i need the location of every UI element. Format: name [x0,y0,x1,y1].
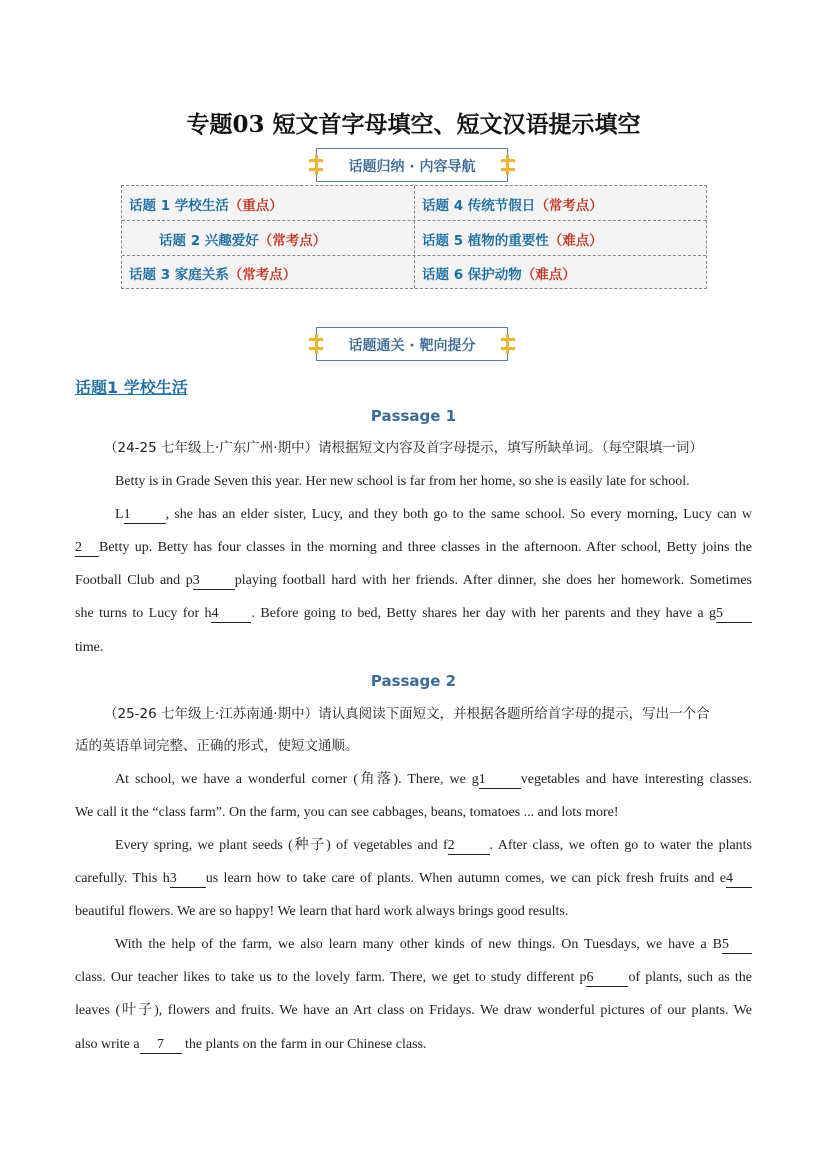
passage-2-line: With the help of the farm, we also learn many other kinds of new things. On Tuesdays, we have a B5 [115,935,752,955]
passage-1-line: Betty is in Grade Seven this year. Her new school is far from her home, so she is easily late for school. [115,474,690,489]
banner-label: 话题通关 · 靶向提分 [348,338,476,354]
passage-2-line: Every spring, we plant seeds (种子) of vegetables and f2 . After class, we often go to water the plants [115,838,753,853]
passage-1-instruction: （24-25 七年级上·广东广州·期中）请根据短文内容及首字母提示，填写所缺单词。（每空限填一词） [104,440,703,456]
passage-2-line: class. Our teacher likes to take us to the lovely farm. There, we get to study different p6 of plants, such as the [75,970,753,985]
practice-banner [316,327,508,361]
passage-2-title: Passage 2 [370,672,457,690]
page-title: 专题03 短文首字母填空、短文汉语提示填空 [186,111,641,138]
answer-blank[interactable]: 2 [75,539,99,557]
answer-blank[interactable]: 7 [140,1036,182,1054]
topic-item[interactable]: 话题 6 保护动物（难点） [422,267,576,283]
topic-table [121,185,707,289]
passage-1-title: Passage 1 [370,407,457,425]
passage-1-line: 2 Betty up. Betty has four classes in the morning and three classes in the afternoon. After school, Betty joins the [75,540,752,555]
passage-2-line: carefully. This h3 us learn how to take care of plants. When autumn comes, we can pick fresh fruits and e4 [75,869,752,889]
answer-blank[interactable]: 4 [211,605,251,623]
passage-2-line: We call it the “class farm”. On the farm, you can see cabbages, beans, tomatoes ... and lots more! [75,805,619,820]
answer-blank[interactable]: 2 [448,837,490,855]
passage-1-line: time. [75,640,104,655]
passage-1-line: L1 , she has an elder sister, Lucy, and they both go to the same school. So every morning, Lucy can w [115,507,752,522]
passage-2-line: leaves (叶子), flowers and fruits. We have an Art class on Fridays. We draw wonderful pictures of our plants. We [75,1003,752,1018]
topic-item[interactable]: 话题 4 传统节假日（常考点） [422,198,603,214]
answer-blank[interactable]: 3 [193,572,235,590]
topic-item[interactable]: 话题 2 兴趣爱好（常考点） [159,233,327,249]
passage-2-line: At school, we have a wonderful corner (角落). There, we g1 vegetables and have interesting classes. [115,772,752,787]
banner-label: 话题归纳 · 内容导航 [348,159,476,175]
section-heading-link[interactable]: 话题1 学校生活 [75,378,188,397]
answer-blank[interactable]: 5 [722,936,752,954]
passage-1-line: she turns to Lucy for h4 . Before going to bed, Betty shares her day with her parents and they have a g5 [75,604,752,624]
topic-item[interactable]: 话题 3 家庭关系（常考点） [129,267,297,283]
passage-2-line: also write a 7 the plants on the farm in our Chinese class. [75,1037,427,1052]
answer-blank[interactable]: 1 [124,506,166,524]
answer-blank[interactable]: 4 [726,870,752,888]
passage-2-line: beautiful flowers. We are so happy! We learn that hard work always brings good results. [75,904,569,919]
answer-blank[interactable]: 3 [170,870,206,888]
passage-2-instruction: 适的英语单词完整、正确的形式，使短文通顺。 [75,738,359,754]
answer-blank[interactable]: 6 [586,969,628,987]
passage-1-line: Football Club and p3 playing football hard with her friends. After dinner, she does her homework. Sometimes [75,573,752,588]
answer-blank[interactable]: 5 [716,605,752,623]
topic-item[interactable]: 话题 1 学校生活（重点） [129,198,283,214]
passage-2-instruction: （25-26 七年级上·江苏南通·期中）请认真阅读下面短文，并根据各题所给首字母的提示，写出一个合 [104,706,710,722]
topic-item[interactable]: 话题 5 植物的重要性（难点） [422,233,603,249]
answer-blank[interactable]: 1 [479,771,521,789]
bracket-right-icon [501,334,515,354]
topic-navigation-banner [316,148,508,182]
bracket-right-icon [501,155,515,175]
